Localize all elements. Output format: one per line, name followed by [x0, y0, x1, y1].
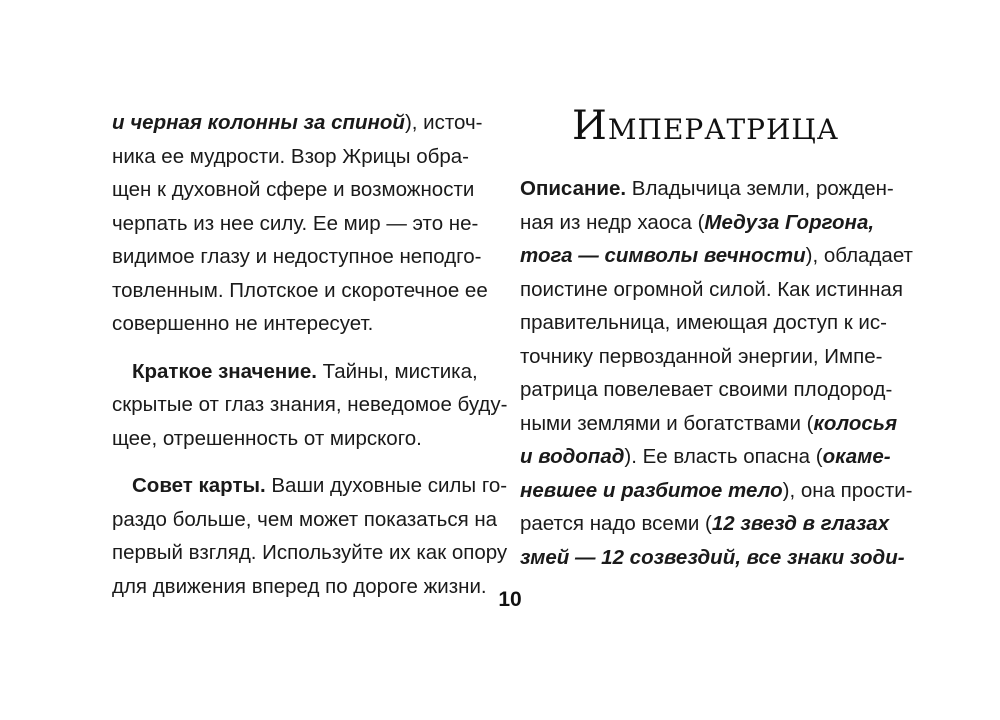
paragraph-continuation — [112, 106, 502, 341]
text-line: ника ее мудрости. Взор Жрицы обра- — [112, 144, 469, 168]
paragraph-short-meaning — [112, 355, 508, 456]
text-line: Краткое значение. Тайны, мистика, — [132, 359, 478, 383]
text-line: видимое глазу и недоступное неподго- — [112, 245, 482, 268]
page-number: 10 — [498, 588, 522, 611]
text-line: для движения вперед по дороге жизни. — [112, 574, 487, 598]
text-line: Совет карты. Ваши духовные силы го- — [132, 474, 508, 497]
text-line: совершенно не интересует. — [112, 312, 374, 335]
text-line: невшее и разбитое тело), она прости- — [520, 478, 913, 502]
text-line: щее, отрешенность от мирского. — [112, 426, 422, 450]
text-line: поистине огромной силой. Как истинная — [520, 277, 903, 301]
text-line: ными землями и богатствами (колосья — [520, 411, 898, 435]
text-line: ная из недр хаоса (Медуза Горгона, — [520, 210, 875, 234]
text-line: щен к духовной сфере и возможности — [112, 178, 475, 201]
text-line: точнику первозданной энергии, Импе- — [520, 344, 883, 368]
text-line: раздо больше, чем может показаться на — [112, 507, 498, 531]
paragraph-card-advice — [112, 469, 508, 603]
text-line: и черная колонны за спиной), источ- — [112, 111, 483, 134]
text-line: скрытые от глаз знания, неведомое буду- — [112, 393, 508, 416]
text-line: правительница, имеющая доступ к ис- — [520, 311, 887, 334]
text-line: Описание. Владычица земли, рожден- — [520, 177, 894, 200]
section-label: Совет карты. — [132, 474, 266, 497]
text-line: ратрица повелевает своими плодород- — [520, 378, 893, 401]
section-label: Краткое значение. — [132, 359, 317, 383]
chapter-title: Императрица — [572, 103, 840, 149]
text-line: тога — символы вечности), обладает — [520, 244, 913, 267]
text-line: и водопад). Ее власть опасна (окаме- — [520, 445, 891, 468]
section-label: Описание. — [520, 177, 627, 200]
text-line: змей — 12 созвездий, все знаки зоди- — [520, 545, 905, 569]
text-line: товленным. Плотское и скоротечное ее — [112, 278, 488, 302]
text-line: черпать из нее силу. Ее мир — это не- — [112, 211, 479, 235]
left-column — [112, 106, 508, 603]
text-line: рается надо всеми (12 звезд в глазах — [520, 512, 890, 535]
right-column — [520, 172, 912, 574]
text-line: первый взгляд. Используйте их как опору — [112, 541, 508, 564]
